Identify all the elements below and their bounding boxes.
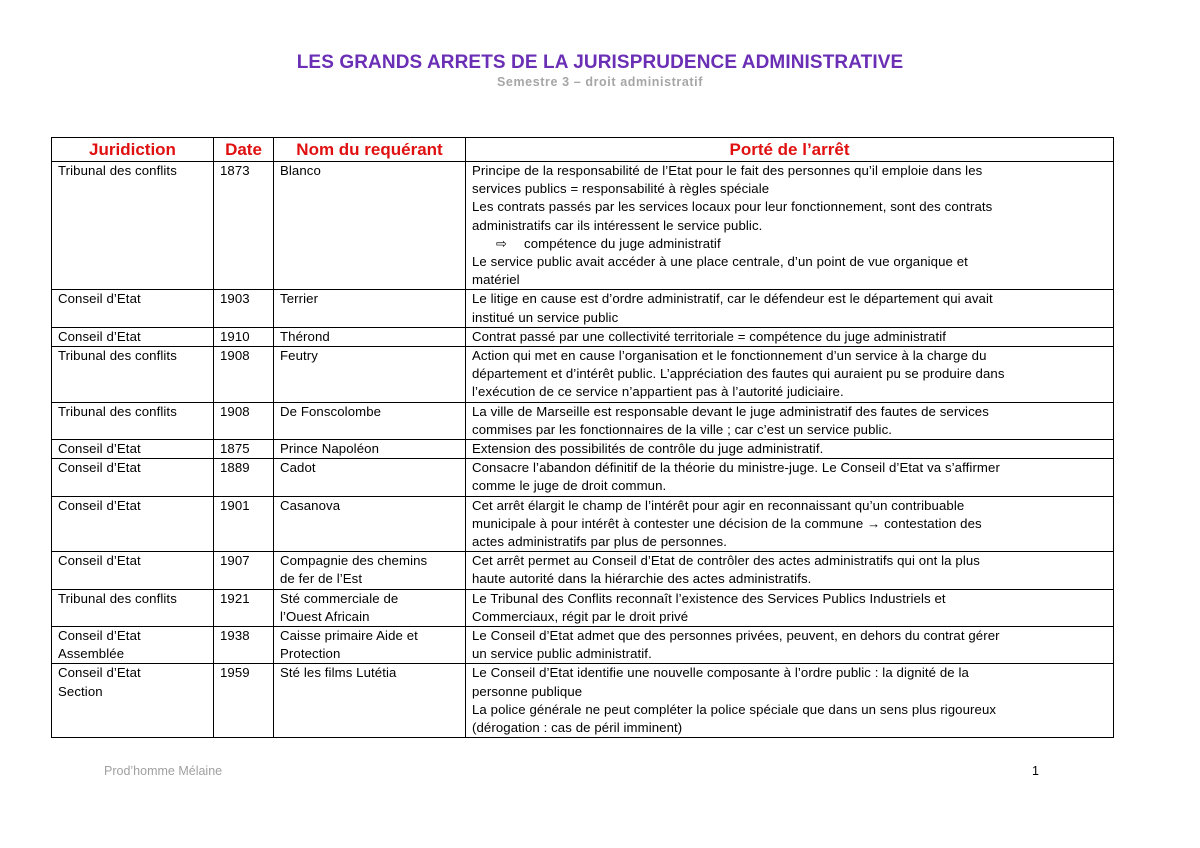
cell-line: municipale à pour intérêt à contester une décision de la commune → contestation des bbox=[472, 515, 982, 531]
cell-date: 1938 bbox=[214, 627, 274, 664]
cell-line-with-arrow bbox=[472, 235, 1109, 253]
cell-line: Conseil d’Etat bbox=[58, 328, 141, 344]
cell-line: (dérogation : cas de péril imminent) bbox=[472, 720, 683, 736]
cell-juridiction bbox=[52, 664, 214, 738]
cell-nom bbox=[274, 327, 466, 346]
document-title: LES GRANDS ARRETS DE LA JURISPRUDENCE ADMINISTRATIVE bbox=[296, 52, 904, 73]
cell-porte bbox=[466, 496, 1114, 552]
cell-line: Conseil d’Etat bbox=[58, 628, 141, 644]
cell-line: Cadot bbox=[280, 460, 316, 476]
column-header-porte: Porté de l’arrêt bbox=[466, 138, 1114, 162]
cell-line: un service public administratif. bbox=[472, 646, 652, 662]
cell-line: La police générale ne peut compléter la police spéciale que dans un sens plus rigoureux bbox=[472, 701, 997, 717]
cell-line: Compagnie des chemins bbox=[280, 553, 428, 569]
cell-porte bbox=[466, 552, 1114, 589]
cell-juridiction bbox=[52, 402, 214, 439]
cell-line: Prince Napoléon bbox=[280, 441, 380, 457]
cell-line: La ville de Marseille est responsable devant le juge administratif des fautes de services bbox=[472, 403, 989, 419]
document-subtitle: Semestre 3 – droit administratif bbox=[496, 75, 704, 89]
cell-line: Action qui met en cause l’organisation et le fonctionnement d’un service à la charge du bbox=[472, 348, 987, 364]
column-header-date: Date bbox=[214, 138, 274, 162]
cell-line: Contrat passé par une collectivité territoriale = compétence du juge administratif bbox=[472, 328, 947, 344]
table-row bbox=[52, 347, 1114, 403]
cell-line: compétence du juge administratif bbox=[524, 235, 721, 251]
cell-nom bbox=[274, 440, 466, 459]
cell-juridiction bbox=[52, 627, 214, 664]
cell-line: Conseil d’Etat bbox=[58, 665, 141, 681]
cell-juridiction bbox=[52, 440, 214, 459]
cell-porte bbox=[466, 627, 1114, 664]
cell-line: administratifs car ils intéressent le service public. bbox=[472, 217, 763, 233]
cell-date: 1901 bbox=[214, 496, 274, 552]
cell-line: De Fonscolombe bbox=[280, 403, 382, 419]
cell-porte bbox=[466, 290, 1114, 327]
cell-nom bbox=[274, 664, 466, 738]
jurisprudence-table bbox=[51, 137, 1114, 738]
cell-line: personne publique bbox=[472, 683, 583, 699]
cell-line: Extension des possibilités de contrôle du juge administratif. bbox=[472, 441, 824, 457]
cell-date: 1873 bbox=[214, 162, 274, 290]
cell-porte bbox=[466, 440, 1114, 459]
cell-line: Conseil d’Etat bbox=[58, 291, 141, 307]
table-row bbox=[52, 402, 1114, 439]
cell-porte bbox=[466, 459, 1114, 496]
cell-nom bbox=[274, 627, 466, 664]
cell-line: Terrier bbox=[280, 291, 319, 307]
table-row bbox=[52, 327, 1114, 346]
cell-line: Tribunal des conflits bbox=[58, 348, 177, 364]
cell-date: 1875 bbox=[214, 440, 274, 459]
cell-juridiction bbox=[52, 162, 214, 290]
cell-line: matériel bbox=[472, 272, 520, 288]
cell-line: Tribunal des conflits bbox=[58, 590, 177, 606]
table-body bbox=[52, 162, 1114, 738]
cell-line: Caisse primaire Aide et bbox=[280, 628, 418, 644]
cell-juridiction bbox=[52, 459, 214, 496]
cell-juridiction bbox=[52, 327, 214, 346]
cell-line: Assemblée bbox=[58, 646, 125, 662]
cell-line: Casanova bbox=[280, 497, 341, 513]
cell-date: 1921 bbox=[214, 589, 274, 626]
cell-line: Le Conseil d’Etat admet que des personnes privées, peuvent, en dehors du contrat gérer bbox=[472, 628, 1000, 644]
table-row bbox=[52, 459, 1114, 496]
cell-line: Conseil d’Etat bbox=[58, 460, 141, 476]
cell-line: Protection bbox=[280, 646, 341, 662]
cell-porte bbox=[466, 162, 1114, 290]
table-header-row bbox=[52, 138, 1114, 162]
cell-line: comme le juge de droit commun. bbox=[472, 478, 667, 494]
cell-nom bbox=[274, 162, 466, 290]
cell-porte bbox=[466, 347, 1114, 403]
cell-line: Blanco bbox=[280, 163, 321, 178]
cell-line: actes administratifs par plus de personnes. bbox=[472, 534, 727, 550]
cell-juridiction bbox=[52, 496, 214, 552]
cell-nom bbox=[274, 552, 466, 589]
cell-line: Section bbox=[58, 683, 103, 699]
cell-line: commises par les fonctionnaires de la ville ; car c’est un service public. bbox=[472, 421, 893, 437]
cell-line: Tribunal des conflits bbox=[58, 163, 177, 178]
table-row bbox=[52, 290, 1114, 327]
cell-line: Conseil d’Etat bbox=[58, 497, 141, 513]
column-header-juridiction: Juridiction bbox=[52, 138, 214, 162]
table-row bbox=[52, 496, 1114, 552]
cell-line: Sté commerciale de bbox=[280, 590, 399, 606]
cell-date: 1908 bbox=[214, 347, 274, 403]
cell-line: Commerciaux, régit par le droit privé bbox=[472, 608, 689, 624]
cell-line: Consacre l’abandon définitif de la théorie du ministre-juge. Le Conseil d’Etat va s’affirmer bbox=[472, 460, 1000, 476]
table-row bbox=[52, 162, 1114, 290]
arrow-right-icon: ⇨ bbox=[496, 235, 508, 251]
cell-line: Cet arrêt permet au Conseil d’Etat de contrôler des actes administratifs qui ont la plus bbox=[472, 553, 980, 569]
cell-line: Principe de la responsabilité de l’Etat pour le fait des personnes qu’il emploie dans les bbox=[472, 163, 983, 178]
cell-juridiction bbox=[52, 290, 214, 327]
footer-author: Prod’homme Mélaine bbox=[104, 764, 223, 778]
cell-line: Thérond bbox=[280, 328, 330, 344]
cell-nom bbox=[274, 347, 466, 403]
cell-line: Conseil d’Etat bbox=[58, 553, 141, 569]
cell-porte bbox=[466, 327, 1114, 346]
cell-nom bbox=[274, 459, 466, 496]
cell-porte bbox=[466, 664, 1114, 738]
cell-date: 1908 bbox=[214, 402, 274, 439]
cell-line: Sté les films Lutétia bbox=[280, 665, 397, 681]
table-row bbox=[52, 440, 1114, 459]
cell-line: l’exécution de ce service n’appartient pas à l’autorité judiciaire. bbox=[472, 384, 844, 400]
cell-date: 1889 bbox=[214, 459, 274, 496]
cell-juridiction bbox=[52, 552, 214, 589]
table-row bbox=[52, 552, 1114, 589]
page-number: 1 bbox=[1032, 764, 1039, 778]
cell-line: Les contrats passés par les services locaux pour leur fonctionnement, sont des contrats bbox=[472, 199, 993, 215]
cell-date: 1910 bbox=[214, 327, 274, 346]
cell-nom bbox=[274, 496, 466, 552]
cell-line: de fer de l’Est bbox=[280, 571, 363, 587]
cell-line: Le service public avait accéder à une place centrale, d’un point de vue organique et bbox=[472, 254, 968, 270]
cell-date: 1907 bbox=[214, 552, 274, 589]
cell-line: Le litige en cause est d’ordre administratif, car le défendeur est le département qui avait bbox=[472, 291, 993, 307]
cell-line: Tribunal des conflits bbox=[58, 403, 177, 419]
cell-nom bbox=[274, 589, 466, 626]
table-row bbox=[52, 664, 1114, 738]
cell-line: Feutry bbox=[280, 348, 318, 364]
cell-nom bbox=[274, 402, 466, 439]
cell-line: haute autorité dans la hiérarchie des actes administratifs. bbox=[472, 571, 812, 587]
column-header-nom: Nom du requérant bbox=[274, 138, 466, 162]
cell-date: 1903 bbox=[214, 290, 274, 327]
cell-porte bbox=[466, 402, 1114, 439]
cell-line: Cet arrêt élargit le champ de l’intérêt pour agir en reconnaissant qu’un contribuable bbox=[472, 497, 965, 513]
cell-porte bbox=[466, 589, 1114, 626]
cell-juridiction bbox=[52, 347, 214, 403]
table-row bbox=[52, 589, 1114, 626]
cell-date: 1959 bbox=[214, 664, 274, 738]
cell-line: Le Conseil d’Etat identifie une nouvelle composante à l’ordre public : la dignité de la bbox=[472, 665, 969, 681]
cell-line: Le Tribunal des Conflits reconnaît l’existence des Services Publics Industriels et bbox=[472, 590, 946, 606]
cell-nom bbox=[274, 290, 466, 327]
table-row bbox=[52, 627, 1114, 664]
cell-line: services publics = responsabilité à règles spéciale bbox=[472, 181, 770, 197]
cell-line: l’Ouest Africain bbox=[280, 608, 370, 624]
cell-juridiction bbox=[52, 589, 214, 626]
cell-line: institué un service public bbox=[472, 309, 619, 325]
cell-line: département et d’intérêt public. L’appréciation des fautes qui auraient pu se produire dans bbox=[472, 366, 1005, 382]
cell-line: Conseil d’Etat bbox=[58, 441, 141, 457]
